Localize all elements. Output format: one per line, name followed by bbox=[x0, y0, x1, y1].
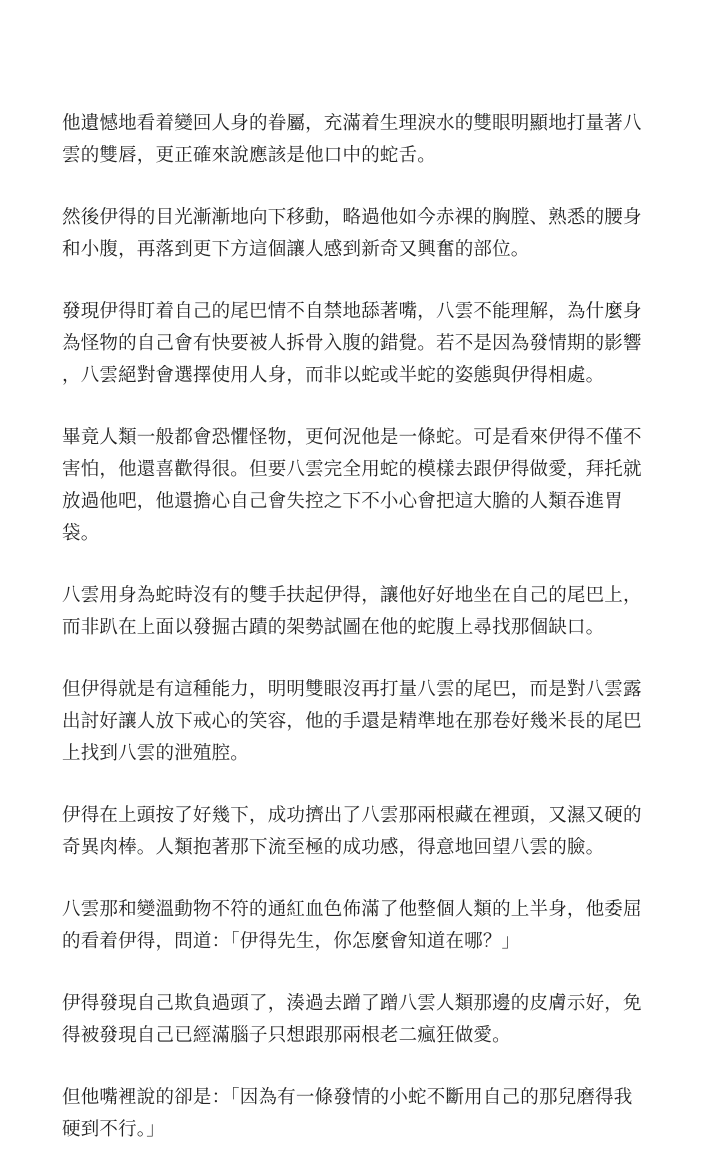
paragraph: 伊得在上頭按了好幾下，成功擠出了八雲那兩根藏在裡頭，又濕又硬的 奇異肉棒。人類抱著那下流至極的成功感，得意地回望八雲的臉。 bbox=[62, 805, 642, 858]
paragraph: 他遺憾地看着變回人身的眷屬，充滿着生理淚水的雙眼明顯地打量著八 雲的雙唇，更正確來說應該是他口中的蛇舌。 bbox=[62, 113, 642, 166]
paragraph: 發現伊得盯着自己的尾巴情不自禁地舔著嘴，八雲不能理解，為什麼身 為怪物的自己會有快要被人拆骨入腹的錯覺。若不是因為發情期的影響 ，八雲絕對會選擇使用人身，而非以蛇或半蛇的姿態與伊得相處。 bbox=[62, 301, 642, 386]
paragraph: 畢竟人類一般都會恐懼怪物，更何況他是一條蛇。可是看來伊得不僅不 害怕，他還喜歡得很。但要八雲完全用蛇的模樣去跟伊得做愛，拜托就 放過他吧，他還擔心自己會失控之下不小心會把這大膽的人類吞進胃 袋。 bbox=[62, 427, 642, 544]
paragraph: 但伊得就是有這種能力，明明雙眼沒再打量八雲的尾巴，而是對八雲露 出討好讓人放下戒心的笑容，他的手還是精準地在那卷好幾米長的尾巴 上找到八雲的泄殖腔。 bbox=[62, 679, 642, 764]
paragraph: 伊得發現自己欺負過頭了，湊過去蹭了蹭八雲人類那邊的皮膚示好，免 得被發現自己已經滿腦子只想跟那兩根老二瘋狂做愛。 bbox=[62, 993, 642, 1046]
paragraph: 八雲用身為蛇時沒有的雙手扶起伊得，讓他好好地坐在自己的尾巴上， 而非趴在上面以發掘古蹟的架勢試圖在他的蛇腹上尋找那個缺口。 bbox=[62, 585, 642, 638]
paragraph: 但他嘴裡說的卻是：「因為有一條發情的小蛇不斷用自己的那兒磨得我 硬到不行。」 bbox=[62, 1087, 633, 1140]
paragraph: 然後伊得的目光漸漸地向下移動，略過他如今赤裸的胸膛、熟悉的腰身 和小腹，再落到更下方這個讓人感到新奇又興奮的部位。 bbox=[62, 207, 642, 260]
story-text-body bbox=[62, 108, 658, 1176]
paragraph: 八雲那和變溫動物不符的通紅血色佈滿了他整個人類的上半身，他委屈 的看着伊得，問道：「伊得先生，你怎麼會知道在哪？」 bbox=[62, 899, 642, 952]
